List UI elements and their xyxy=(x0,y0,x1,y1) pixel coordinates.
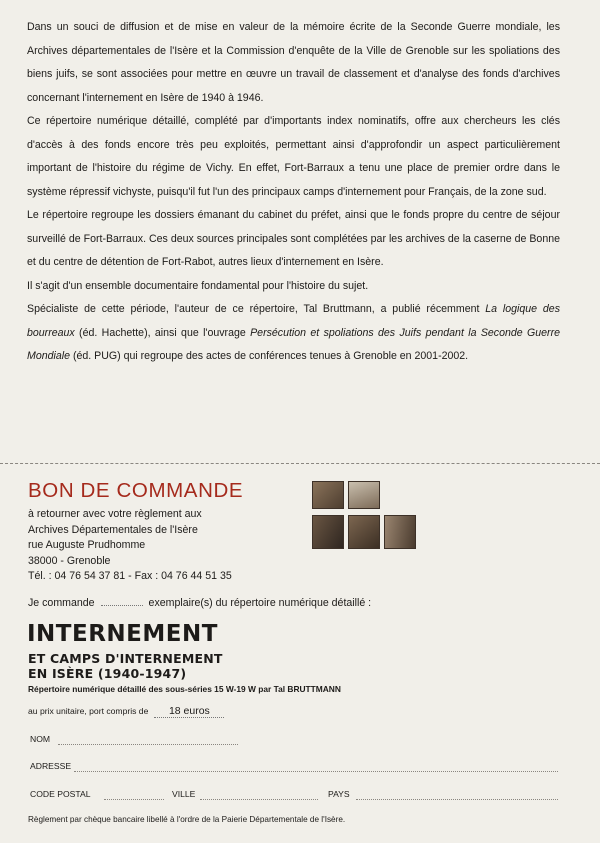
code-postal-field[interactable] xyxy=(104,799,164,800)
cut-line-divider xyxy=(0,463,600,464)
address-line-4: 38000 - Grenoble xyxy=(28,554,111,567)
order-suffix-text: exemplaire(s) du répertoire numérique détaillé : xyxy=(148,597,372,609)
archive-photo-thumbnail xyxy=(348,481,380,509)
order-quantity-line xyxy=(28,597,371,609)
archive-photo-thumbnail xyxy=(348,515,380,549)
book-title-logique: La logique des bourreaux xyxy=(27,303,560,339)
book-title: INTERNEMENT xyxy=(27,621,218,647)
series-author: BRUTTMANN xyxy=(287,684,341,694)
intro-p5-text-e: (éd. PUG) qui regroupe des actes de conférences tenues à Grenoble en 2001-2002. xyxy=(70,350,469,362)
intro-paragraph-2: Ce répertoire numérique détaillé, complété par d'importants index nominatifs, offre aux chercheurs les clés d'accès à des fonds encore très peu exploités, permettant ainsi d'approfondir un aspect particulièrement important de l'histoire du régime de Vichy. En effet, Fort-Barraux a tenu une place de premier ordre dans le système répressif vichyste, puisqu'il fut l'un des principaux camps d'internement pour Français, de la zone sud. xyxy=(27,115,560,198)
ville-field[interactable] xyxy=(200,799,318,800)
pays-label: PAYS xyxy=(328,789,350,799)
archive-photo-thumbnail xyxy=(312,481,344,509)
archive-photo-thumbnail xyxy=(384,515,416,549)
book-subtitle-line-2: EN ISÈRE (1940-1947) xyxy=(28,666,187,681)
adresse-field[interactable] xyxy=(74,771,558,772)
book-subtitle xyxy=(28,651,223,681)
archive-photo-grid xyxy=(312,481,422,549)
archive-photo-thumbnail xyxy=(312,515,344,549)
code-postal-label: CODE POSTAL xyxy=(30,789,91,799)
book-series-line xyxy=(28,684,341,694)
intro-p5-text-a: Spécialiste de cette période, l'auteur de ce répertoire, Tal Bruttmann, a publié récemment xyxy=(27,303,486,315)
price-label: au prix unitaire, port compris de xyxy=(28,706,149,716)
address-line-2: Archives Départementales de l'Isère xyxy=(28,523,198,536)
address-line-3: rue Auguste Prudhomme xyxy=(28,539,146,551)
intro-paragraph-3: Le répertoire regroupe les dossiers émanant du cabinet du préfet, ainsi que le fonds propre du centre de séjour surveillé de Fort-Barraux. Ces deux sources principales sont complétées par les archives de la caserne de Bonne et du centre de détention de Fort-Rabot, autres lieux d'internement en Isère. xyxy=(27,209,560,268)
nom-label: NOM xyxy=(30,734,51,744)
book-title-persecution: Persécution et spoliations des Juifs pendant la Seconde Guerre Mondiale xyxy=(27,326,560,362)
adresse-label: ADRESSE xyxy=(30,761,72,771)
price-value: 18 euros xyxy=(154,705,224,718)
order-form-title: BON DE COMMANDE xyxy=(28,479,244,502)
intro-text xyxy=(27,16,560,369)
pays-field[interactable] xyxy=(356,799,558,800)
intro-p5-text-c: (éd. Hachette), ainsi que l'ouvrage xyxy=(74,326,251,339)
ville-label: VILLE xyxy=(172,789,196,799)
order-prefix-text: Je commande xyxy=(28,597,95,609)
address-contact-line: Tél. : 04 76 54 37 81 - Fax : 04 76 44 51 35 xyxy=(28,570,232,582)
intro-paragraph-1: Dans un souci de diffusion et de mise en valeur de la mémoire écrite de la Seconde Guerre mondiale, les Archives départementales de l'Isère et la Commission d'enquête de la Ville de Grenoble sur les spoliations des biens juifs, se sont associées pour mettre en œuvre un travail de classement et d'analyse des fonds d'archives concernant l'internement en Isère de 1940 à 1946. xyxy=(27,21,560,104)
intro-paragraph-4: Il s'agit d'un ensemble documentaire fondamental pour l'histoire du sujet. xyxy=(27,279,369,292)
intro-paragraph-5 xyxy=(27,298,560,369)
return-address xyxy=(28,507,232,585)
book-subtitle-line-1: ET CAMPS D'INTERNEMENT xyxy=(28,651,223,666)
series-text: Répertoire numérique détaillé des sous-séries 15 W-19 W par Tal xyxy=(28,684,288,694)
price-line xyxy=(28,705,224,718)
payment-note: Règlement par chèque bancaire libellé à l'ordre de la Paierie Départementale de l'Isère. xyxy=(28,815,346,824)
quantity-blank[interactable] xyxy=(101,605,143,606)
address-line-1: à retourner avec votre règlement aux xyxy=(28,508,202,520)
nom-field[interactable] xyxy=(58,744,238,745)
